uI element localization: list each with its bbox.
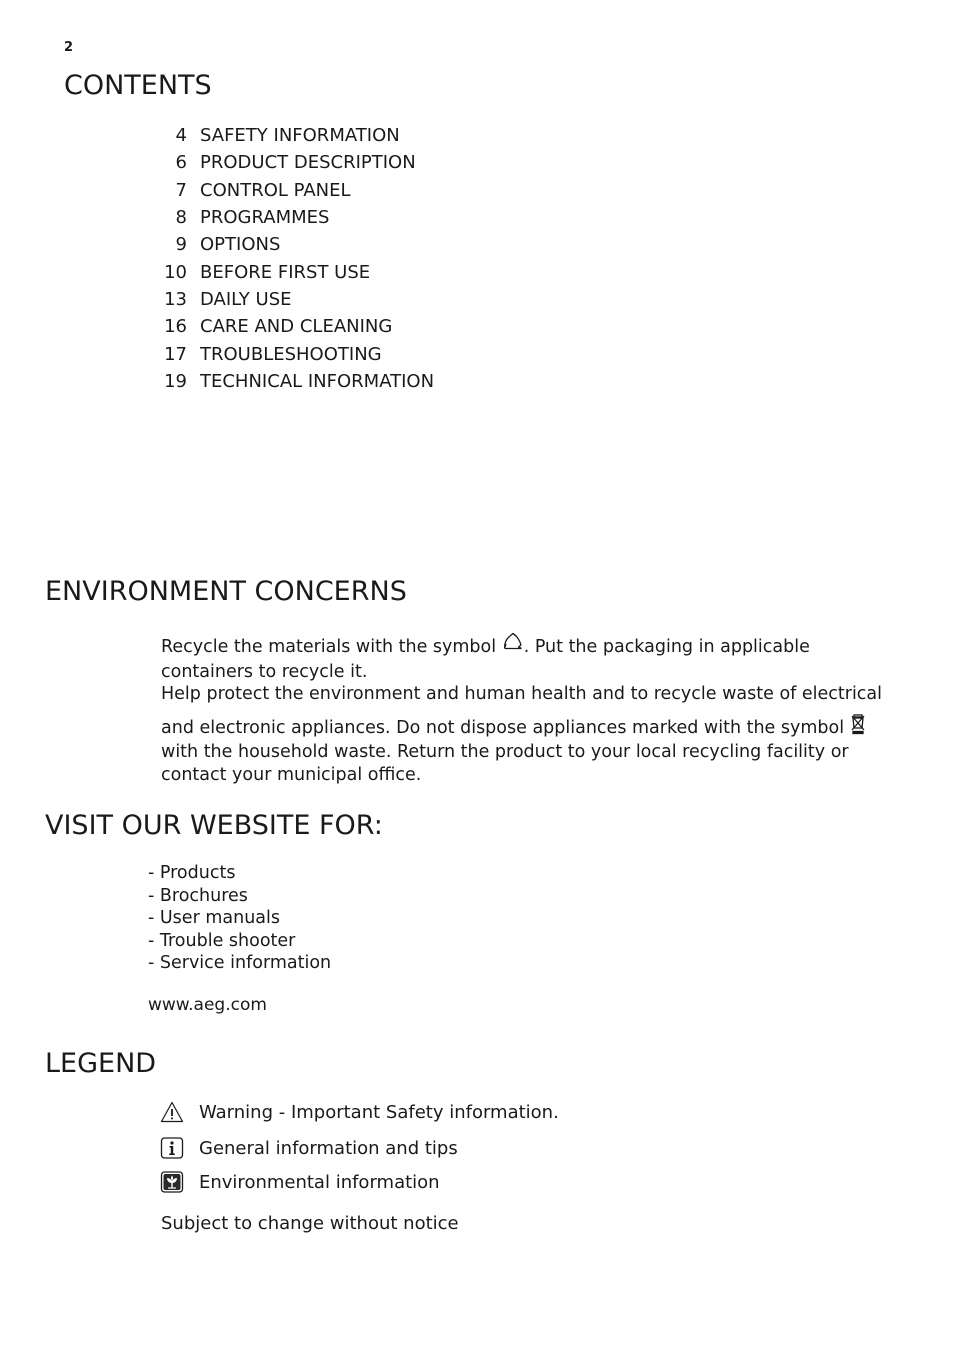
list-item: - Trouble shooter <box>148 930 296 951</box>
table-of-contents <box>156 122 434 395</box>
legend-text: Warning - Important Safety information. <box>199 1101 559 1123</box>
list-item: - Service information <box>148 953 332 973</box>
toc-page-number: 8 <box>175 207 187 229</box>
toc-item[interactable] <box>156 286 434 313</box>
env-text-segment: Recycle the materials with the symbol <box>161 637 497 657</box>
env-line: Help protect the environment and human health and to recycle waste of electrical <box>161 684 883 704</box>
contents-title: CONTENTS <box>64 70 212 101</box>
env-line <box>161 713 891 742</box>
toc-page-number: 6 <box>175 152 187 174</box>
legend-item-info <box>160 1136 458 1160</box>
environment-concerns-title: ENVIRONMENT CONCERNS <box>45 576 407 607</box>
legend-text: General information and tips <box>199 1137 458 1159</box>
toc-page-number: 17 <box>164 343 187 365</box>
toc-label: PRODUCT DESCRIPTION <box>200 152 416 174</box>
website-url-link[interactable]: www.aeg.com <box>148 995 267 1015</box>
legend-text: Environmental information <box>199 1171 440 1193</box>
env-line: contact your municipal office. <box>161 764 422 785</box>
toc-page-number: 16 <box>164 316 187 338</box>
toc-item[interactable] <box>156 258 434 285</box>
toc-page-number: 9 <box>175 234 187 256</box>
toc-label: TROUBLESHOOTING <box>200 343 382 365</box>
toc-item[interactable] <box>156 204 434 231</box>
legend-item-warning <box>160 1100 559 1124</box>
environment-concerns-text <box>161 632 891 786</box>
recycle-icon <box>502 632 524 661</box>
env-line <box>161 632 891 661</box>
toc-label: DAILY USE <box>200 288 292 310</box>
toc-page-number: 19 <box>164 370 187 392</box>
toc-label: SAFETY INFORMATION <box>200 125 400 147</box>
toc-label: TECHNICAL INFORMATION <box>200 370 435 392</box>
env-line: with the household waste. Return the product to your local recycling facility or <box>161 742 849 762</box>
website-list <box>148 862 331 975</box>
crossed-bin-icon <box>850 713 866 742</box>
toc-label: CARE AND CLEANING <box>200 316 393 338</box>
list-item: - User manuals <box>148 908 280 928</box>
environment-icon <box>160 1170 184 1194</box>
page-number: 2 <box>64 40 74 55</box>
env-line: containers to recycle it. <box>161 661 368 682</box>
toc-label: CONTROL PANEL <box>200 179 351 201</box>
toc-label: PROGRAMMES <box>200 207 330 229</box>
toc-item[interactable] <box>156 149 434 176</box>
toc-page-number: 7 <box>175 179 187 201</box>
toc-item[interactable] <box>156 340 434 367</box>
list-item: - Products <box>148 863 236 883</box>
env-text-segment: . Put the packaging in applicable <box>523 637 810 657</box>
toc-item[interactable] <box>156 231 434 258</box>
legend-item-environment <box>160 1170 440 1194</box>
toc-item[interactable] <box>156 122 434 149</box>
env-text-segment: and electronic appliances. Do not dispose appliances marked with the symbol <box>161 717 845 738</box>
footer-note: Subject to change without notice <box>161 1213 459 1234</box>
toc-page-number: 4 <box>175 125 187 147</box>
list-item: - Brochures <box>148 885 248 906</box>
toc-page-number: 10 <box>164 261 187 283</box>
toc-page-number: 13 <box>164 288 187 310</box>
warning-icon <box>160 1100 184 1124</box>
info-icon <box>160 1136 184 1160</box>
toc-item[interactable] <box>156 368 434 395</box>
toc-label: OPTIONS <box>200 234 281 256</box>
legend-title: LEGEND <box>45 1048 157 1079</box>
visit-website-title: VISIT OUR WEBSITE FOR: <box>45 810 383 841</box>
toc-item[interactable] <box>156 313 434 340</box>
toc-label: BEFORE FIRST USE <box>200 261 371 283</box>
toc-item[interactable] <box>156 177 434 204</box>
